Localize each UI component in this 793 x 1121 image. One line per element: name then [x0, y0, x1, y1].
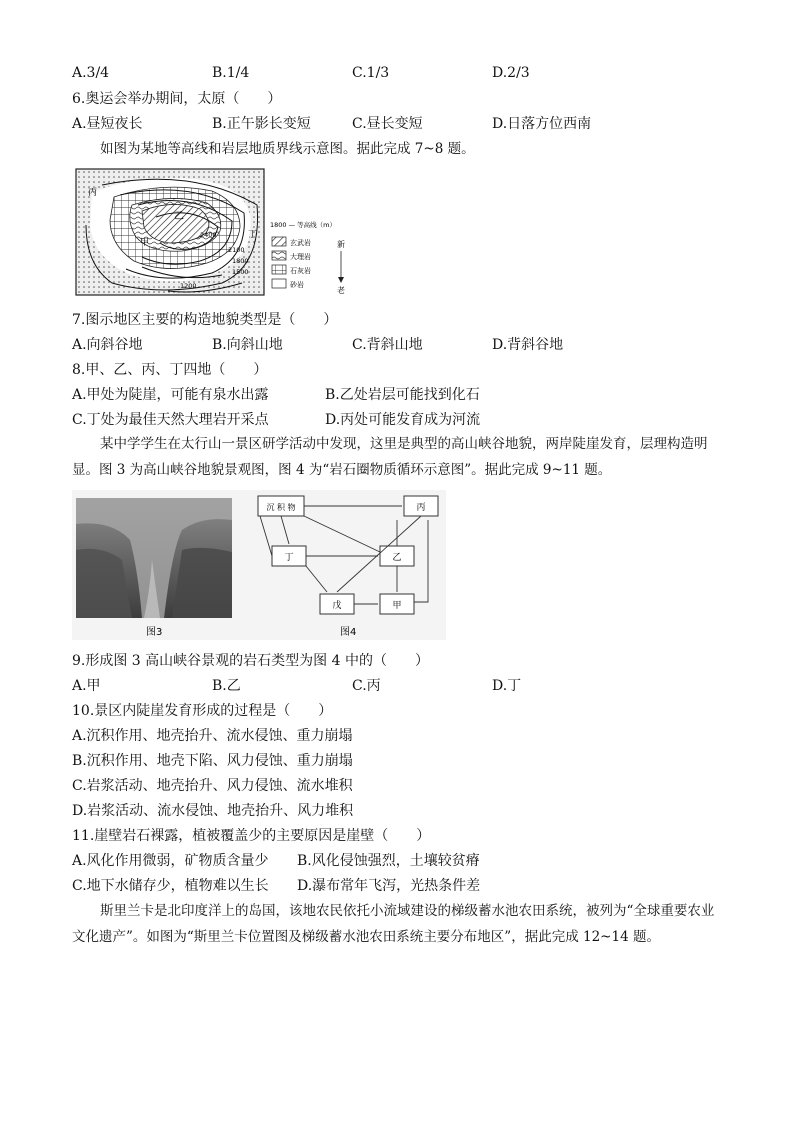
q8-option-b: B.乙处岩层可能找到化石 — [325, 387, 480, 403]
map-label-bing: 丙 — [88, 188, 98, 198]
q7-option-d: D.背斜谷地 — [492, 337, 564, 353]
contour-value-2100: 2100 — [228, 246, 245, 254]
legend-swatch-basalt — [272, 237, 286, 246]
q7-option-a: A.向斜谷地 — [72, 337, 143, 353]
rock-cycle-diagram — [258, 496, 438, 614]
q6-stem: 6.奥运会举办期间，太原（ ） — [72, 91, 282, 107]
legend-basalt: 玄武岩 — [290, 239, 311, 247]
legend-old: 老 — [337, 286, 345, 295]
q5-option-b: B.1/4 — [212, 65, 250, 81]
figures-3-4 — [72, 490, 446, 640]
fig4-caption: 图4 — [340, 627, 357, 638]
q6-option-b: B.正午影长变短 — [212, 116, 311, 132]
contour-value-2400: 2400 — [200, 231, 217, 239]
legend-limestone: 石灰岩 — [290, 267, 311, 275]
map-label-jia: 甲 — [140, 238, 150, 248]
intro-12-14: 斯里兰卡是北印度洋上的岛国，该地农民依托小流域建设的梯级蓄水池农田系统，被列为“全球重要农业文化遗产”。如图为“斯里兰卡位置图及梯级蓄水池农田系统主要分布地区”，据此完成 12~14 题。 — [72, 903, 715, 945]
svg-text:戊: 戊 — [332, 601, 342, 611]
legend-sandstone: 砂岩 — [290, 281, 304, 289]
q10-option-c: C.岩浆活动、地壳抬升、风力侵蚀、流水堆积 — [72, 778, 353, 794]
q8-option-d: D.丙处可能发育成为河流 — [325, 412, 481, 428]
svg-text:丁: 丁 — [284, 553, 294, 563]
q10-option-d: D.岩浆活动、流水侵蚀、地壳抬升、风力堆积 — [72, 803, 354, 819]
intro-9-11: 某中学学生在太行山一景区研学活动中发现，这里是典型的高山峡谷地貌，两岸陡崖发育，层理构造明显。图 3 为高山峡谷地貌景观图，图 4 为“岩石圈物质循环示意图”。据此完成 9~11 题。 — [72, 436, 708, 478]
q6-option-c: C.昼长变短 — [352, 116, 423, 132]
q9-stem: 9.形成图 3 高山峡谷景观的岩石类型为图 4 中的（ ） — [72, 653, 429, 669]
contour-value-1500: 1500 — [232, 268, 249, 276]
q8-option-a: A.甲处为陡崖，可能有泉水出露 — [72, 387, 269, 403]
q6-option-a: A.昼短夜长 — [72, 116, 143, 132]
q7-option-c: C.背斜山地 — [352, 337, 423, 353]
q8-stem: 8.甲、乙、丙、丁四地（ ） — [72, 362, 268, 378]
q5-option-c: C.1/3 — [352, 65, 390, 81]
q11-option-b: B.风化侵蚀强烈，土壤较贫瘠 — [297, 853, 480, 869]
legend-contour: 1800 — 等高线（m） — [270, 221, 337, 229]
contour-geology-map — [72, 165, 362, 300]
q11-stem: 11.崖壁岩石裸露，植被覆盖少的主要原因是崖壁（ ） — [72, 828, 431, 844]
svg-text:甲: 甲 — [392, 601, 402, 611]
svg-text:丙: 丙 — [416, 503, 426, 513]
q9-option-d: D.丁 — [492, 678, 522, 694]
fig3-caption: 图3 — [146, 627, 163, 638]
legend-marble: 大理岩 — [290, 253, 311, 261]
q10-option-b: B.沉积作用、地壳下陷、风力侵蚀、重力崩塌 — [72, 753, 353, 769]
q7-option-b: B.向斜山地 — [212, 337, 283, 353]
q5-option-a: A.3/4 — [72, 65, 110, 81]
contour-value-1800: 1800 — [232, 257, 249, 265]
q7-stem: 7.图示地区主要的构造地貌类型是（ ） — [72, 312, 338, 328]
contour-value-1200: 1200 — [180, 282, 197, 290]
q8-option-c: C.丁处为最佳天然大理岩开采点 — [72, 412, 269, 428]
q5-option-d: D.2/3 — [492, 65, 530, 81]
svg-text:乙: 乙 — [392, 553, 402, 563]
q10-option-a: A.沉积作用、地壳抬升、流水侵蚀、重力崩塌 — [72, 728, 353, 744]
svg-text:沉 积 物: 沉 积 物 — [266, 503, 296, 512]
q9-option-a: A.甲 — [72, 678, 101, 694]
map-label-ding: 丁 — [248, 230, 258, 240]
q6-option-d: D.日落方位西南 — [492, 116, 592, 132]
legend-new: 新 — [337, 240, 345, 249]
legend-swatch-limestone — [272, 265, 286, 274]
legend-swatch-sandstone — [272, 279, 286, 288]
q9-option-c: C.丙 — [352, 678, 381, 694]
map-label-yi: 乙 — [174, 211, 184, 222]
intro-7-8: 如图为某地等高线和岩层地质界线示意图。据此完成 7~8 题。 — [100, 141, 475, 157]
q11-option-a: A.风化作用微弱，矿物质含量少 — [72, 853, 269, 869]
q11-option-c: C.地下水储存少，植物难以生长 — [72, 878, 269, 894]
legend-swatch-marble — [272, 251, 286, 260]
q11-option-d: D.瀑布常年飞泻，光热条件差 — [297, 878, 481, 894]
q9-option-b: B.乙 — [212, 678, 241, 694]
q10-stem: 10.景区内陡崖发育形成的过程是（ ） — [72, 703, 333, 719]
